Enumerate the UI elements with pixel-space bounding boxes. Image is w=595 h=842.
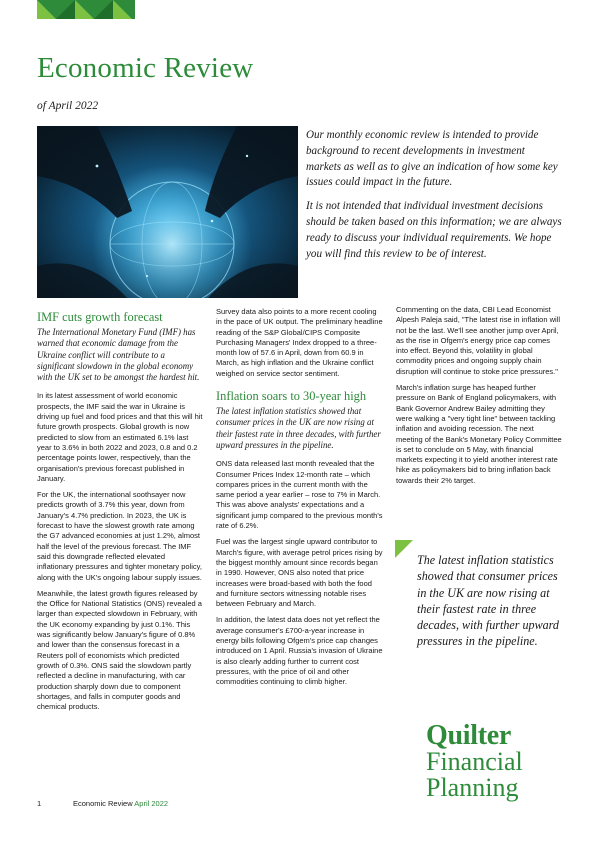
quilter-logo <box>426 720 523 802</box>
logo-line-2: Financial <box>426 747 523 776</box>
pullquote: The latest inflation statistics showed that consumer prices in the UK are now rising at their fastest rate in three decades, with further upward pressures in the pipeline. <box>417 553 559 649</box>
article-heading-inflation: Inflation soars to 30-year high <box>216 389 367 404</box>
article-paragraph: Fuel was the largest single upward contributor to March's figure, with average petrol prices rising by the biggest monthly amount since records began in 1990. However, ONS also noted that price increases were broad-based with both the food and furniture sectors witnessing notable rises between February and March. <box>216 537 383 609</box>
article-paragraph: In its latest assessment of world economic prospects, the IMF said the war in Ukraine is driving up fuel and food prices and that this will hit future growth prospects. Global growth is now predicted to slow from an estimated 6.1% last year to 3.6% in both 2022 and 2023, 0.8 and 0.2 percentage points lower, respectively, than the organisation's previous forecast published in January. <box>37 391 203 483</box>
logo-line-3: Planning <box>426 773 519 802</box>
intro-text <box>306 128 562 270</box>
issue-date: of April 2022 <box>37 100 99 112</box>
intro-paragraph-2: It is not intended that individual investment decisions should be taken based on this information; we are always ready to discuss your individual requirements. We hope you will find this review to be of interest. <box>306 200 562 260</box>
article-paragraph: ONS data released last month revealed that the Consumer Prices Index 12-month rate – which compares prices in the current month with the same period a year earlier – rose to 7% in March. This was above analysts' expectations and a significant jump compared to the previous month's rate of 6.2%. <box>216 459 383 531</box>
article-paragraph: Meanwhile, the latest growth figures released by the Office for National Statistics (ONS) revealed a larger than expected slowdown in February, with the UK economy expanding by just 0.1%. This was significantly below January's figure of 0.8% and lower than the consensus forecast in a Reuters poll of economists which predicted growth of 0.3%. ONS said the slowdown partly reflected a decline in manufacturing, with car production sharply down due to component shortages, and falls in computer goods and chemical products. <box>37 588 202 712</box>
logo-line-1: Quilter <box>426 720 511 751</box>
column-1 <box>37 310 203 718</box>
page-footer <box>37 799 168 808</box>
article-lede-imf: The International Monetary Fund (IMF) has warned that economic damage from the Ukraine conflict will contribute to a significant slowdown in the global economy with the UK set to be amongst the hardest hit. <box>37 327 200 383</box>
pullquote-triangle-icon <box>395 540 413 558</box>
page-number: 1 <box>37 799 42 808</box>
article-lede-inflation: The latest inflation statistics showed that consumer prices in the UK are now rising at their fastest rate in three decades, with further upward pressures in the pipeline. <box>216 406 381 450</box>
article-paragraph: Survey data also points to a more recent cooling in the pace of UK output. The preliminary headline reading of the S&P Global/CIPS Composite Purchasing Managers' Index dropped to a three-month low of 57.6 in April, down from 60.9 in March, as high inflation and the Ukraine conflict weighed on service sector sentiment. <box>216 307 383 378</box>
column-3 <box>396 305 562 492</box>
globe-hands-icon <box>37 126 298 298</box>
article-paragraph: Commenting on the data, CBI Lead Economist Alpesh Paleja said, "The latest rise in inflation will not be the last. We'll see another jump over April, as the rise in Ofgem's energy price cap comes into effect. Beyond this, volatility in global commodity prices and ongoing supply chain disruption will continue to stoke price pressures." <box>396 305 560 376</box>
article-paragraph: In addition, the latest data does not yet reflect the average consumer's £700-a-year increase in energy bills following Ofgem's price cap changes introduced on 1 April. Russia's invasion of Ukraine is also clearly adding further to current cost pressures, with the price of oil and other commodities continuing to climb higher. <box>216 615 383 687</box>
footer-doc-name: Economic Review <box>73 799 133 808</box>
page-title: Economic Review <box>37 52 254 84</box>
hero-image <box>37 126 298 298</box>
article-paragraph: March's inflation surge has heaped further pressure on Bank of England policymakers, with Bank Governor Andrew Bailey admitting they were walking a "very tight line" between tackling inflation and avoiding recession. The next meeting of the Bank's Monetary Policy Committee is set to conclude on 5 May, with financial markets expecting it to yield another interest rate hike as policymakers bid to bring inflation back towards their 2% target. <box>396 383 562 485</box>
article-heading-imf: IMF cuts growth forecast <box>37 310 163 324</box>
decorative-triangle-strip <box>37 0 135 19</box>
intro-paragraph-1: Our monthly economic review is intended to provide background to recent developments in investment markets as well as to give an indication of how some key issues could impact in the future. <box>306 129 558 189</box>
article-paragraph: For the UK, the international soothsayer now predicts growth of 3.7% this year, down from January's 4.7% prediction. In 2023, the UK is forecast to have the slowest growth rate among the G7 advanced economies at just 1.2%, almost half the level of the previous forecast. The IMF said this downgrade reflected elevated inflationary pressures and tighter monetary policy, along with the UK's ongoing labour supply issues. <box>37 490 202 582</box>
column-2 <box>216 307 383 694</box>
footer-doc-date: April 2022 <box>134 799 169 808</box>
